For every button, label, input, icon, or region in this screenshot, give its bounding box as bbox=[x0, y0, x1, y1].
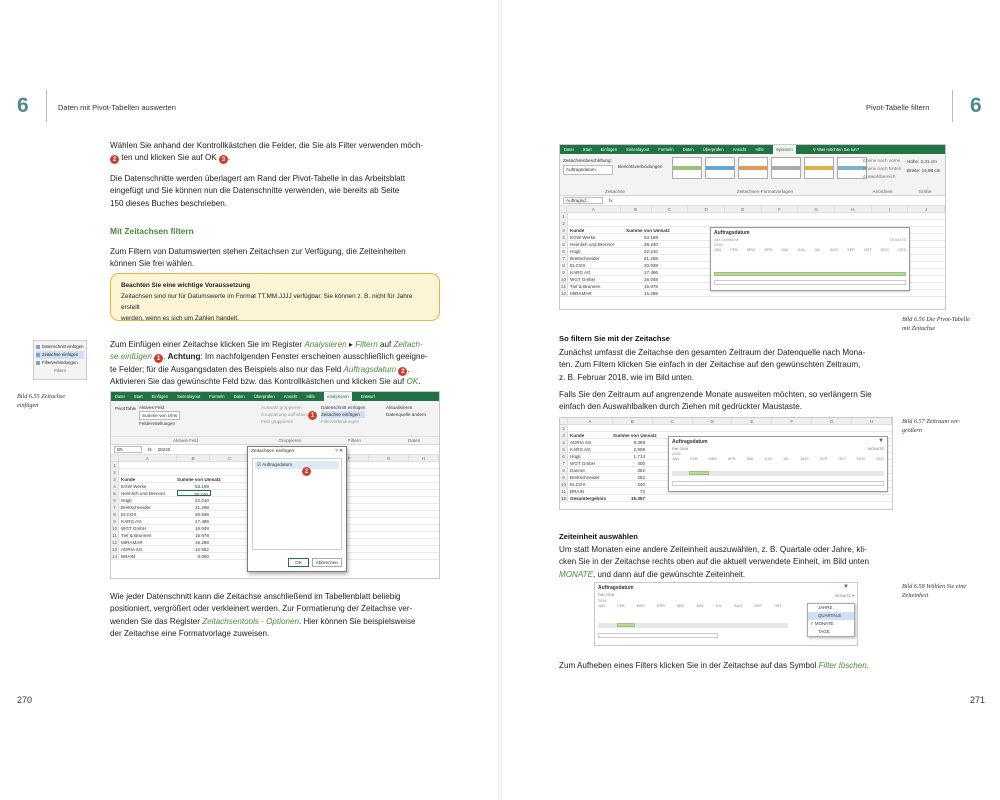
timeline-selection-bar[interactable] bbox=[714, 272, 906, 276]
heading-zeiteinheit: Zeiteinheit auswählen bbox=[559, 532, 638, 541]
insert-timeline-dialog: Zeitachsen einfügen ? ✕ ☑ Auftragsdatum 2 OK Abbrechen bbox=[247, 446, 347, 572]
unit-option-quartale[interactable]: QUARTALE bbox=[808, 612, 854, 620]
formula-bar: B5 fx 28240 bbox=[111, 445, 439, 455]
caption-6-56: Bild 6.56 Die Pivot-Tabelle mit Zeitachse bbox=[902, 316, 970, 332]
timeline-months: JAN FEB MRZ APR MAI JUN JUL AUG SEP OKT NOV DEZ bbox=[714, 248, 906, 252]
running-header: Daten mit Pivot-Tabellen auswerten bbox=[58, 103, 176, 112]
caption-6-58: Bild 6.58 Wählen Sie eine Zeiteinheit bbox=[902, 583, 967, 599]
heading-zeitachsen: Mit Zeitachsen filtern bbox=[110, 226, 194, 236]
timeline-feb-bar[interactable] bbox=[689, 471, 709, 475]
dialog-ok-button[interactable]: OK bbox=[288, 558, 309, 567]
unit-option-monate[interactable]: ✓ MONATE bbox=[810, 621, 834, 626]
unit-option-tage[interactable]: TAGE bbox=[818, 629, 830, 634]
screenshot-extended-range: A B C D E F G H 2 3 Kunde Summe von Umsatz 4 ADRIA AG 9.369 5 KARG AG 2.908 6 Hügli 1.714 7 WGT GmbH 400 8 Danner 362 9 Brettschneider 252 10 ELCOX 240 11 BRAIN 72 12 Gesamtergebnis 15.357 Auftragsdatum ▼ Feb 2018 MONATE 2018 JAN FEB MRZ APR MAI JUN JUL AUG SEP OKT NOV DEZ bbox=[559, 417, 893, 510]
page-number-left: 270 bbox=[17, 695, 33, 705]
paragraph-insert-timeline: Zum Einfügen einer Zeitachse klicken Sie im Register Analysieren ▸ Filtern auf Zeitach- se einfügen 1 . Achtung: Im nachfolgenden Fenster erscheinen ausschließlich geeigne- te Felder; für die Ausgangsdaten des Beispiels also nur das Feld Auftragsdatum 2 . Aktivieren Sie das gewünschte Feld bzw. das Kontrollkästchen und klicken Sie auf OK. bbox=[110, 340, 428, 386]
field-checkbox-auftragsdatum[interactable]: ☑ Auftragsdatum bbox=[255, 461, 339, 469]
unit-option-jahre[interactable]: JAHRE bbox=[818, 605, 833, 610]
paragraph-format-timeline: Wie jeder Datenschnitt kann die Zeitachse anschließend im Tabellenblatt beliebig positioniert, vergrößert oder verkleinert werden. Zur Formatierung der Zeitachse ver- wenden Sie das Register Zeitachsentools - Optionen. Hier können Sie beispielsweise der Zeitachse eine Formatvorlage zuweisen. bbox=[110, 592, 416, 638]
caption-6-55: Bild 6.55 Zeitachse einfügen bbox=[17, 393, 65, 409]
timeline-all-periods[interactable]: Auftragsdatum Alle Zeiträume MONATE 2018 JAN FEB MRZ APR MAI JUN JUL AUG SEP OKT NOV DEZ bbox=[710, 227, 910, 291]
paragraph-select-unit: Um statt Monaten eine andere Zeiteinheit auszuwählen, z. B. Quartale oder Jahre, kli- cken Sie in der Zeitachse rechts oben auf die aktuell verwendete Einheit, im Bild unten MONATE, und dann auf die gewünschte Zeiteinheit. bbox=[559, 545, 869, 579]
paragraph-zeitachsen-intro: Zum Filtern von Datumswerten stehen Zeitachsen zur Verfügung, die Zeiteinheiten können Sie frei wählen. bbox=[110, 247, 406, 269]
paragraph-slicers: Die Datenschnitte werden überlagert am Rand der Pivot-Tabelle in das Arbeitsblatt eingefügt und Sie können nun die Datenschnitte verwenden, wie bereits ab Seite 150 dieses Buches beschrieben. bbox=[110, 174, 406, 208]
paragraph-select-fields: Wählen Sie anhand der Kontrollkästchen die Felder, die Sie als Filter verwenden möch- 2 ten und klicken Sie auf OK 3 . bbox=[110, 141, 424, 164]
screenshot-unit-menu: Auftragsdatum ▼ Feb 2018 MONATE ▾ 2018 JAN FEB MRZ APR MAI JUN JUL AUG SEP OKT JAHRE QUARTALE ✓ MONATE TAGE bbox=[594, 582, 858, 646]
filter-group-thumbnail: Datenschnitt einfügen Zeitachse einfügen Filterverbindungen Filtern bbox=[33, 340, 87, 380]
ribbon-optionen: Zeitachsenbeschriftung: Auftragsdatum Berichtsverbindungen Ebene nach vorne Ebene nach hinten Auswahlbereich Höhe: 2,31 cm Breite: 14,98 cm Zeitachse Zeitachsen-Formatvorlagen Anordnen Größe bbox=[560, 154, 945, 196]
ribbon-tabs: Datei Start Einfügen Seitenlayout Formeln Daten Überprüfen Ansicht Hilfe Analysieren Entwurf bbox=[111, 392, 439, 401]
caption-6-57: Bild 6.57 Zeitraum ver- größern bbox=[902, 418, 961, 434]
heading-so-filtern: So filtern Sie mit der Zeitachse bbox=[559, 334, 670, 343]
right-page bbox=[500, 0, 1000, 800]
dialog-cancel-button[interactable]: Abbrechen bbox=[312, 558, 342, 567]
page-number-right: 271 bbox=[970, 695, 986, 705]
note-box: Beachten Sie eine wichtige Voraussetzung Zeitachsen sind nur für Datumswerte im Format TT.MM.JJJJ verfügbar. Sie können z. B. nicht für Jahre erstellt werden, wenn es sich um Zahlen handelt. bbox=[110, 273, 440, 321]
filter-clear-icon[interactable]: ▼ bbox=[878, 438, 884, 444]
timeline-style-gallery[interactable] bbox=[672, 157, 867, 179]
paragraph-extend-range: Falls Sie den Zeitraum auf angrenzende Monate ausweiten möchten, so verlängern Sie einfach den Auswahlbalken durch Ziehen mit gedrückter Maustaste. bbox=[559, 390, 872, 412]
unit-dropdown-label[interactable]: MONATE ▾ bbox=[835, 594, 854, 598]
chapter-number: 6 bbox=[17, 94, 29, 117]
timeline-feb-selection[interactable]: Auftragsdatum ▼ Feb 2018 MONATE 2018 JAN FEB MRZ APR MAI JUN JUL AUG SEP OKT NOV DEZ bbox=[668, 436, 888, 492]
paragraph-clear-filter: Zum Aufheben eines Filters klicken Sie in der Zeitachse auf das Symbol Filter löschen. bbox=[559, 661, 869, 670]
running-header-right: Pivot-Tabelle filtern bbox=[866, 103, 930, 112]
dialog-field-list bbox=[252, 458, 342, 550]
pivot-table-grid-2: 1 2 3 Kunde Summe von Umsatz 4 EGW Werke 53.169 5 Heimlich und Brenner 28.240 6 Hügli 22.210 7 Brettschneider 21.268 8 ELCOX 20.938 9 KARG AG 17.486 10 WGT GmbH 16.048 11 Tief & Brunnen 15.978 12 MIRAMAR 15.288 bbox=[560, 213, 945, 297]
header-rule bbox=[46, 90, 47, 122]
screenshot-insert-timeline: Datei Start Einfügen Seitenlayout Formeln Daten Überprüfen Ansicht Hilfe Analysieren Entwurf PivotTable Aktives Feld Summe von Ums Feldeinstellungen Auswahl gruppieren Gruppierung aufheben Feld gruppieren Datenschnitt einfügen Zeitachse einfügen Filterverbindungen 1 Aktualisieren Datenquelle ändern Aktives Feld Gruppieren Filtern Daten B5 fx 28240 A B C F G H 1 2 3 Kunde Summe von Umsatz 4 EGW Werke 53.169 5 Heimlich und Brenner 28.240 6 Hügli 22.210 7 Brettschneider 21.268 8 ELCOX 20.938 9 KARG AG 17.486 10 WGT GmbH 16.048 11 Tief & Brunnen 15.978 12 MIRAMAR 15.288 13 ADRIA AG 12.552 14 BRAIN 6.080 Zeitachsen einfügen ? ✕ ☑ Auftragsdatum 2 OK Abbrechen bbox=[110, 391, 440, 579]
timeline-unit-selector[interactable]: MONATE bbox=[890, 238, 906, 242]
dialog-titlebar: Zeitachsen einfügen ? ✕ bbox=[251, 449, 343, 454]
unit-dropdown-menu bbox=[807, 603, 855, 637]
screenshot-pivot-with-timeline: Datei Start Einfügen Seitenlayout Formeln Daten Überprüfen Ansicht Hilfe Optionen ⚲ Was möchten Sie tun? Zeitachsenbeschriftung: Auftragsdatum Berichtsverbindungen Ebene nach vorne Ebene nach hinten Auswahlbereich Höhe: 2,31 cm Breite: 14,98 cm Zeitachse Zeitachsen-Formatvorlagen Anordnen Größe Auftragsd... fx A B C D E F G H I J 1 2 3 Kunde Summe von Umsatz 4 EGW Werke 53.169 5 Heimlich und Brenner 28.240 6 Hügli 22.210 7 Brettschneider 21.268 8 ELCOX 20.938 9 KARG AG 17.486 10 WGT GmbH 16.048 11 Tief & Brunnen 15.978 12 MIRAMAR 15.288 Auftragsdatum Alle Zeiträume MONATE 2018 JAN FEB MRZ APR MAI JUN JUL AUG SEP OKT NOV DEZ bbox=[559, 144, 946, 310]
header-rule-right bbox=[952, 90, 953, 122]
ribbon-analysieren: PivotTable Aktives Feld Summe von Ums Feldeinstellungen Auswahl gruppieren Gruppierung aufheben Feld gruppieren Datenschnitt einfügen Zeitachse einfügen Filterverbindungen 1 Aktualisieren Datenquelle ändern Aktives Feld Gruppieren Filtern Daten bbox=[111, 401, 439, 445]
chapter-number-right: 6 bbox=[970, 94, 982, 117]
paragraph-timeline-range: Zunächst umfasst die Zeitachse den gesamten Zeitraum der Datenquelle nach Mona- ten. Zum Filtern klicken Sie einfach in der Zeitachse auf den gewünschten Zeitraum, z. B. Februar 2018, wie im Bild unten. bbox=[559, 348, 866, 382]
pivot-table-grid: 1 2 3 Kunde Summe von Umsatz 4 EGW Werke 53.169 5 Heimlich und Brenner 28.240 6 Hügli 22.210 7 Brettschneider 21.268 8 ELCOX 20.938 9 KARG AG 17.486 10 WGT GmbH 16.048 11 Tief & Brunnen 15.978 12 MIRAMAR 15.288 13 ADRIA AG 12.552 14 BRAIN 6.080 bbox=[111, 462, 439, 560]
note-title: Beachten Sie eine wichtige Voraussetzung bbox=[121, 282, 251, 289]
timeline-scrollbar[interactable] bbox=[714, 280, 906, 285]
